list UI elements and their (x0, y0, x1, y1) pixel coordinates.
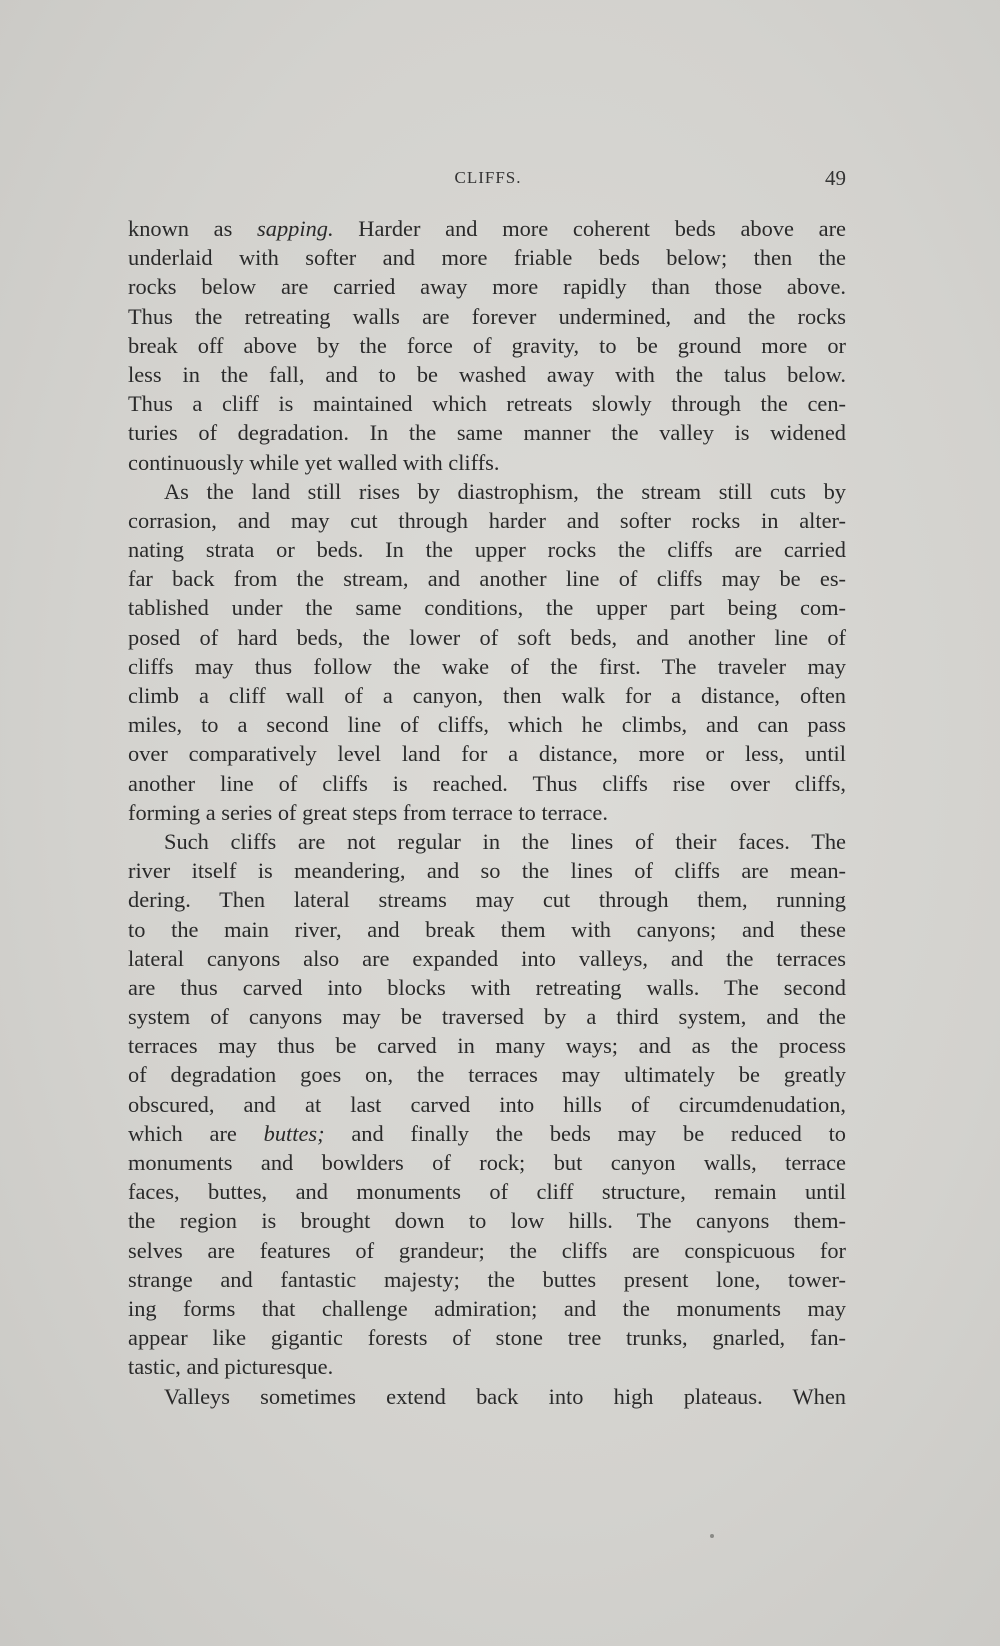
text-line (128, 1382, 846, 1411)
text-line (128, 331, 846, 360)
text-line (128, 1352, 846, 1381)
text-run: tastic, and picturesque. (128, 1354, 334, 1380)
text-run: which are (128, 1120, 264, 1146)
text-run: system of canyons may be traversed by a third system, and the (128, 1004, 846, 1030)
text-run: less in the fall, and to be washed away with the talus below. (128, 361, 846, 387)
text-line (128, 477, 846, 506)
text-line (128, 1002, 846, 1031)
text-line (128, 623, 846, 652)
text-run: climb a cliff wall of a canyon, then walk for a distance, often (128, 683, 846, 708)
text-line (128, 389, 846, 418)
text-line (128, 798, 846, 827)
paper-speck (710, 1534, 714, 1538)
text-run: and finally the beds may be reduced to (324, 1120, 846, 1146)
text-run: As the land still rises by diastrophism, the stream still cuts by (164, 478, 846, 504)
text-run: the region is brought down to low hills. The canyons them- (128, 1208, 846, 1234)
text-run: miles, to a second line of cliffs, which he climbs, and can pass (128, 712, 846, 738)
text-run: dering. Then lateral streams may cut through them, running (128, 887, 846, 913)
text-run: posed of hard beds, the lower of soft beds, and another line of (128, 624, 846, 650)
text-line (128, 1148, 846, 1177)
text-run: far back from the stream, and another line of cliffs may be es- (128, 566, 846, 592)
text-line (128, 710, 846, 739)
text-run: continuously while yet walled with cliffs. (128, 449, 500, 475)
text-line (128, 1119, 846, 1148)
text-run: turies of degradation. In the same manner the valley is widened (128, 420, 846, 446)
text-run: nating strata or beds. In the upper rocks the cliffs are carried (128, 537, 846, 563)
text-run: Thus the retreating walls are forever undermined, and the rocks (128, 303, 846, 329)
running-head (130, 168, 846, 194)
text-line (128, 1090, 846, 1119)
text-run: of degradation goes on, the terraces may ultimately be greatly (128, 1062, 846, 1088)
text-line (128, 885, 846, 914)
text-line (128, 214, 846, 243)
text-line (128, 681, 846, 710)
page-number: 49 (825, 166, 846, 190)
text-run: strange and fantastic majesty; the buttes present lone, tower- (128, 1266, 846, 1292)
text-line (128, 856, 846, 885)
text-line (128, 1031, 846, 1060)
text-line (128, 564, 846, 593)
text-line (128, 973, 846, 1002)
text-line (128, 302, 846, 331)
text-line (128, 1294, 846, 1323)
text-run: terraces may thus be carved in many ways; and as the process (128, 1033, 846, 1059)
text-run: corrasion, and may cut through harder and softer rocks in alter- (128, 507, 846, 533)
text-line (128, 360, 846, 389)
text-run: underlaid with softer and more friable beds below; then the (128, 245, 846, 271)
text-line (128, 593, 846, 622)
text-run: another line of cliffs is reached. Thus cliffs rise over cliffs, (128, 770, 846, 796)
text-run: lateral canyons also are expanded into valleys, and the terraces (128, 945, 846, 971)
text-line (128, 1060, 846, 1089)
running-title: CLIFFS. (454, 168, 522, 187)
text-run: tablished under the same conditions, the upper part being com- (128, 595, 846, 621)
text-run: forming a series of great steps from terrace to terrace. (128, 799, 608, 825)
text-run: faces, buttes, and monuments of cliff structure, remain until (128, 1179, 846, 1205)
body-text (128, 214, 846, 1411)
text-line (128, 827, 846, 856)
text-run: Such cliffs are not regular in the lines of their faces. The (164, 828, 846, 854)
text-run: obscured, and at last carved into hills of circumdenudation, (128, 1091, 846, 1117)
text-run: are thus carved into blocks with retreating walls. The second (128, 974, 846, 1000)
text-line (128, 506, 846, 535)
text-run: rocks below are carried away more rapidly than those above. (128, 274, 846, 300)
text-run: Harder and more coherent beds above are (333, 216, 846, 241)
text-run: selves are features of grandeur; the cliffs are conspicuous for (128, 1237, 846, 1263)
text-run: monuments and bowlders of rock; but canyon walls, terrace (128, 1150, 846, 1175)
text-run: appear like gigantic forests of stone tree trunks, gnarled, fan- (128, 1325, 846, 1351)
text-line (128, 535, 846, 564)
text-line (128, 1265, 846, 1294)
text-line (128, 272, 846, 301)
text-line (128, 652, 846, 681)
text-line (128, 739, 846, 768)
text-run: to the main river, and break them with canyons; and these (128, 916, 846, 942)
text-line (128, 1177, 846, 1206)
italic-term: buttes; (263, 1120, 325, 1146)
text-run: ing forms that challenge admiration; and the monuments may (128, 1295, 846, 1321)
text-run: over comparatively level land for a distance, more or less, until (128, 741, 846, 767)
text-run: river itself is meandering, and so the lines of cliffs are mean- (128, 858, 846, 884)
text-run: known as (128, 216, 258, 241)
text-run: break off above by the force of gravity, to be ground more or (128, 332, 846, 358)
text-line (128, 448, 846, 477)
text-line (128, 1206, 846, 1235)
text-line (128, 915, 846, 944)
text-line (128, 769, 846, 798)
text-line (128, 243, 846, 272)
text-run: Thus a cliff is maintained which retreats slowly through the cen- (128, 391, 846, 417)
text-line (128, 1236, 846, 1265)
text-line (128, 418, 846, 447)
text-line (128, 1323, 846, 1352)
text-run: Valleys sometimes extend back into high plateaus. When (164, 1383, 846, 1409)
italic-term: sapping. (257, 216, 334, 241)
text-run: cliffs may thus follow the wake of the first. The traveler may (128, 653, 846, 679)
text-line (128, 944, 846, 973)
